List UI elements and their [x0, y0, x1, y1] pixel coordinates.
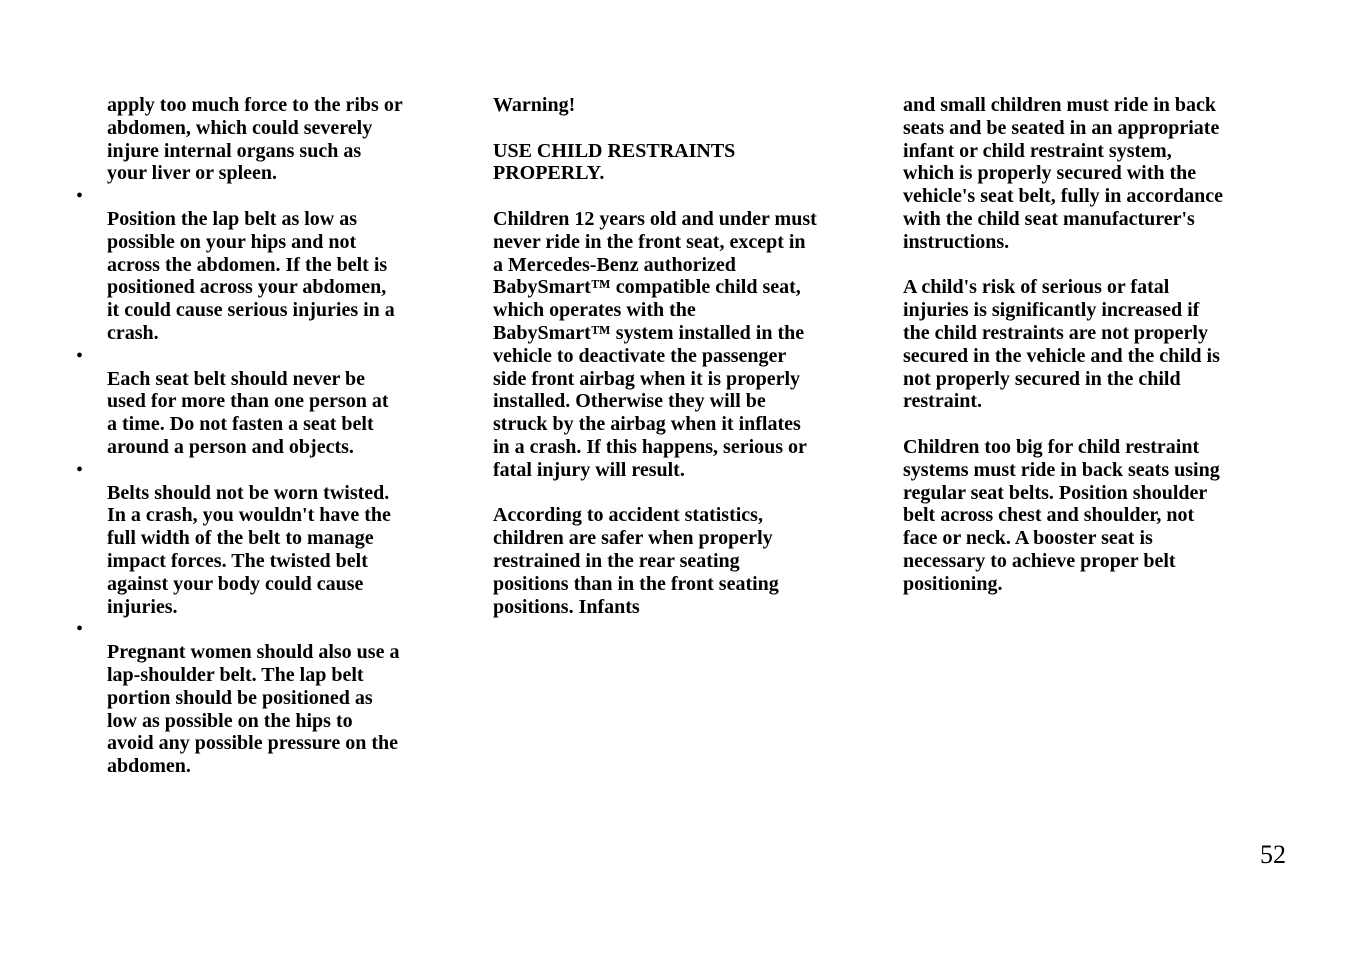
warning-label: Warning!: [493, 94, 576, 116]
text-column-right: [903, 94, 1283, 596]
bullet-icon: •: [76, 344, 84, 367]
accident-statistics-paragraph: According to accident statistics, children are safer when properly restrained in the rear seating positions than in the front seating positions. Infants: [493, 504, 779, 618]
bullet-text: Pregnant women should also use a lap-shoulder belt. The lap belt portion should be positioned as low as possible on the hips to avoid any possible pressure on the abdomen.: [107, 641, 400, 778]
bullet-item-twisted-belt: [76, 459, 446, 619]
continued-paragraph: apply too much force to the ribs or abdomen, which could severely injure internal organs such as your liver or spleen.: [107, 94, 403, 185]
bullet-icon: •: [76, 185, 84, 208]
booster-seat-paragraph: Children too big for child restraint systems must ride in back seats using regular seat belts. Position shoulder belt across chest and shoulder, not face or neck. A booster seat is necessary to achieve proper belt positioning.: [903, 435, 1220, 595]
bullet-icon: •: [76, 618, 84, 641]
seat-belt-bullet-list: [76, 185, 446, 778]
bullet-text: Each seat belt should never be used for more than one person at a time. Do not fasten a seat belt around a person and objects.: [107, 367, 389, 458]
back-seat-paragraph: and small children must ride in back seats and be seated in an appropriate infant or child restraint system, which is properly secured with the vehicle's seat belt, fully in accordance with the child seat manufacturer's instructions.: [903, 94, 1223, 253]
warning-heading: USE CHILD RESTRAINTS PROPERLY.: [493, 139, 736, 185]
bullet-item-pregnant-women: [76, 618, 446, 778]
text-column-middle: [493, 94, 873, 618]
bullet-item-lap-belt: [76, 185, 446, 345]
front-seat-paragraph: Children 12 years old and under must never ride in the front seat, except in a Mercedes-Benz authorized BabySmart™ compatible child seat, which operates with the BabySmart™ system installed in the vehicle to deactivate the passenger side front airbag when it is properly installed. Otherwise they will be struck by the airbag when it inflates in a crash. If this happens, serious or fatal injury will result.: [493, 207, 817, 481]
bullet-icon: •: [76, 458, 84, 481]
text-column-left: [76, 94, 446, 778]
bullet-text: Position the lap belt as low as possible on your hips and not across the abdomen. If the belt is positioned across your abdomen, it could cause serious injuries in a crash.: [107, 207, 395, 344]
bullet-text: Belts should not be worn twisted. In a crash, you wouldn't have the full width of the belt to manage impact forces. The twisted belt against your body could cause injuries.: [107, 481, 391, 618]
bullet-item-one-person: [76, 345, 446, 459]
page-number: 52: [1260, 840, 1286, 869]
child-risk-paragraph: A child's risk of serious or fatal injuries is significantly increased if the child restraints are not properly secured in the vehicle and the child is not properly secured in the child restraint.: [903, 276, 1220, 413]
